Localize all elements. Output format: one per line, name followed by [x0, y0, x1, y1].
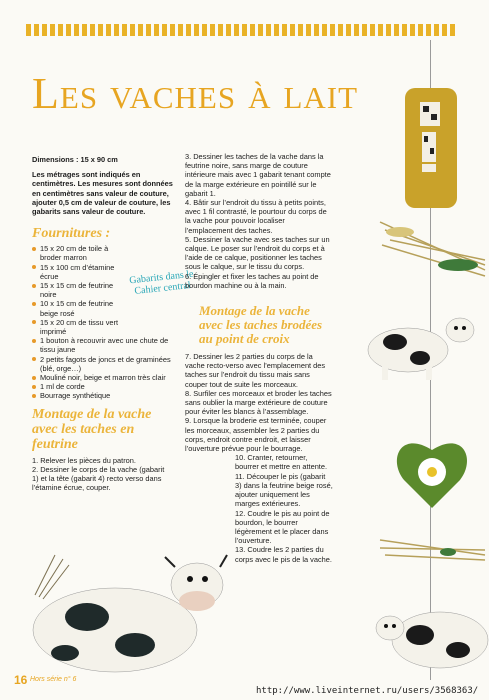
- step: 8. Surfiler ces morceaux et broder les taches sans oublier la marge extérieure de couture pour éviter les blancs à l’assemblage.: [185, 388, 332, 417]
- section1-step: 1. Relever les pièces du patron.: [32, 455, 136, 465]
- step: 11. Découper le pis (gabarit 3) dans la feutrine beige rosé, ajouter uniquement les marges extérieures.: [235, 471, 333, 509]
- source-watermark: http://www.liveinternet.ru/users/3568363/: [256, 686, 479, 696]
- step: 9. Lorsque la broderie est terminée, couper les morceaux, assembler les 2 parties du corps, endroit contre endroit, et laisser l’ouverture prévue pour le bourrage.: [185, 416, 327, 454]
- left-column: [32, 155, 182, 492]
- heart-daisy-image: [397, 443, 467, 508]
- list-item: 15 x 100 cm d’étamine écrue: [32, 263, 120, 281]
- list-item: Mouliné noir, beige et marron très clair: [32, 373, 180, 382]
- hanging-decorations: [360, 40, 489, 690]
- supplies-heading: Fournitures :: [32, 226, 111, 242]
- list-item: 2 petits fagots de joncs et de graminées (blé, orge…): [32, 355, 180, 373]
- step: 5. Dessiner la vache avec ses taches sur un calque. Le poser sur l’endroit du corps et à l’aide de ce calque, positionner les taches sous le calque, sur le tissu du corps.: [185, 234, 330, 272]
- step: 6. Épingler et fixer les taches au point de bourdon machine ou à la main.: [185, 271, 319, 290]
- step: 4. Bâtir sur l’endroit du tissu à petits points, avec 1 fil contrasté, le pourtour du corps de la vache pour pouvoir localiser l’emplacement des taches.: [185, 198, 327, 235]
- list-item: 10 x 15 cm de feutrine beige rosé: [32, 299, 120, 317]
- section1-step: 2. Dessiner le corps de la vache (gabarit 1) et la tête (gabarit 4) recto verso dans l’étamine écrue, couper.: [32, 464, 165, 493]
- list-item: 15 x 15 cm de feutrine noire: [32, 281, 120, 299]
- step: 10. Cranter, retourner, bourrer et mettre en attente.: [235, 453, 328, 472]
- list-item: 15 x 20 cm de toile à broder marron: [32, 244, 120, 262]
- step: 7. Dessiner les 2 parties du corps de la vache recto-verso avec l’emplacement des taches sur l’endroit du tissu mais sans couper tout de suite les morceaux.: [185, 352, 326, 389]
- wheat-bundle-image-2: [380, 540, 485, 560]
- seam-notice: Les métrages sont indiqués en centimètres. Les mesures sont données en centimètres sans valeur de couture, ajouter 0,5 cm de valeur de couture, les gabarits sans valeur de couture.: [32, 170, 173, 217]
- mustard-pouch-image: [405, 88, 457, 208]
- step: 13. Coudre les 2 parties du corps avec le pis de la vache.: [235, 545, 332, 564]
- list-item: 1 bouton à recouvrir avec une chute de tissu jaune: [32, 336, 180, 354]
- cow-image-2: [376, 612, 488, 668]
- dimensions: Dimensions : 15 x 90 cm: [32, 155, 118, 164]
- list-item: 1 ml de corde: [32, 382, 180, 391]
- top-dotted-band: [26, 24, 456, 36]
- supplies-list-cont: [32, 336, 180, 400]
- supplies-list: [32, 244, 120, 336]
- list-item: Bourrage synthétique: [32, 391, 180, 400]
- page-title: Les vaches à lait: [32, 69, 359, 118]
- series-label: Hors série n° 6: [30, 676, 77, 683]
- list-item: 15 x 20 cm de tissu vert imprimé: [32, 318, 120, 336]
- section1-heading: Montage de la vache avec les taches en feutrine: [32, 406, 152, 452]
- cow-image: [368, 318, 474, 380]
- templates-stamp: Gabarits dans le Cahier central: [128, 268, 195, 297]
- right-column: [185, 152, 333, 564]
- large-cow-image: [25, 535, 230, 675]
- step: 3. Dessiner les taches de la vache dans la feutrine noire, sans marge de couture intérieure mais avec 1 gabarit tenant compte de la marge extérieure en pointillé sur le gabarit 1.: [185, 152, 331, 198]
- section2-heading: Montage de la vache avec les taches brodées au point de croix: [199, 303, 323, 347]
- wheat-bundle-image: [380, 222, 485, 276]
- page-number: 16: [14, 673, 28, 687]
- step: 12. Coudre le pis au point de bourdon, le bourrer légèrement et le placer dans l’ouverture.: [235, 508, 330, 546]
